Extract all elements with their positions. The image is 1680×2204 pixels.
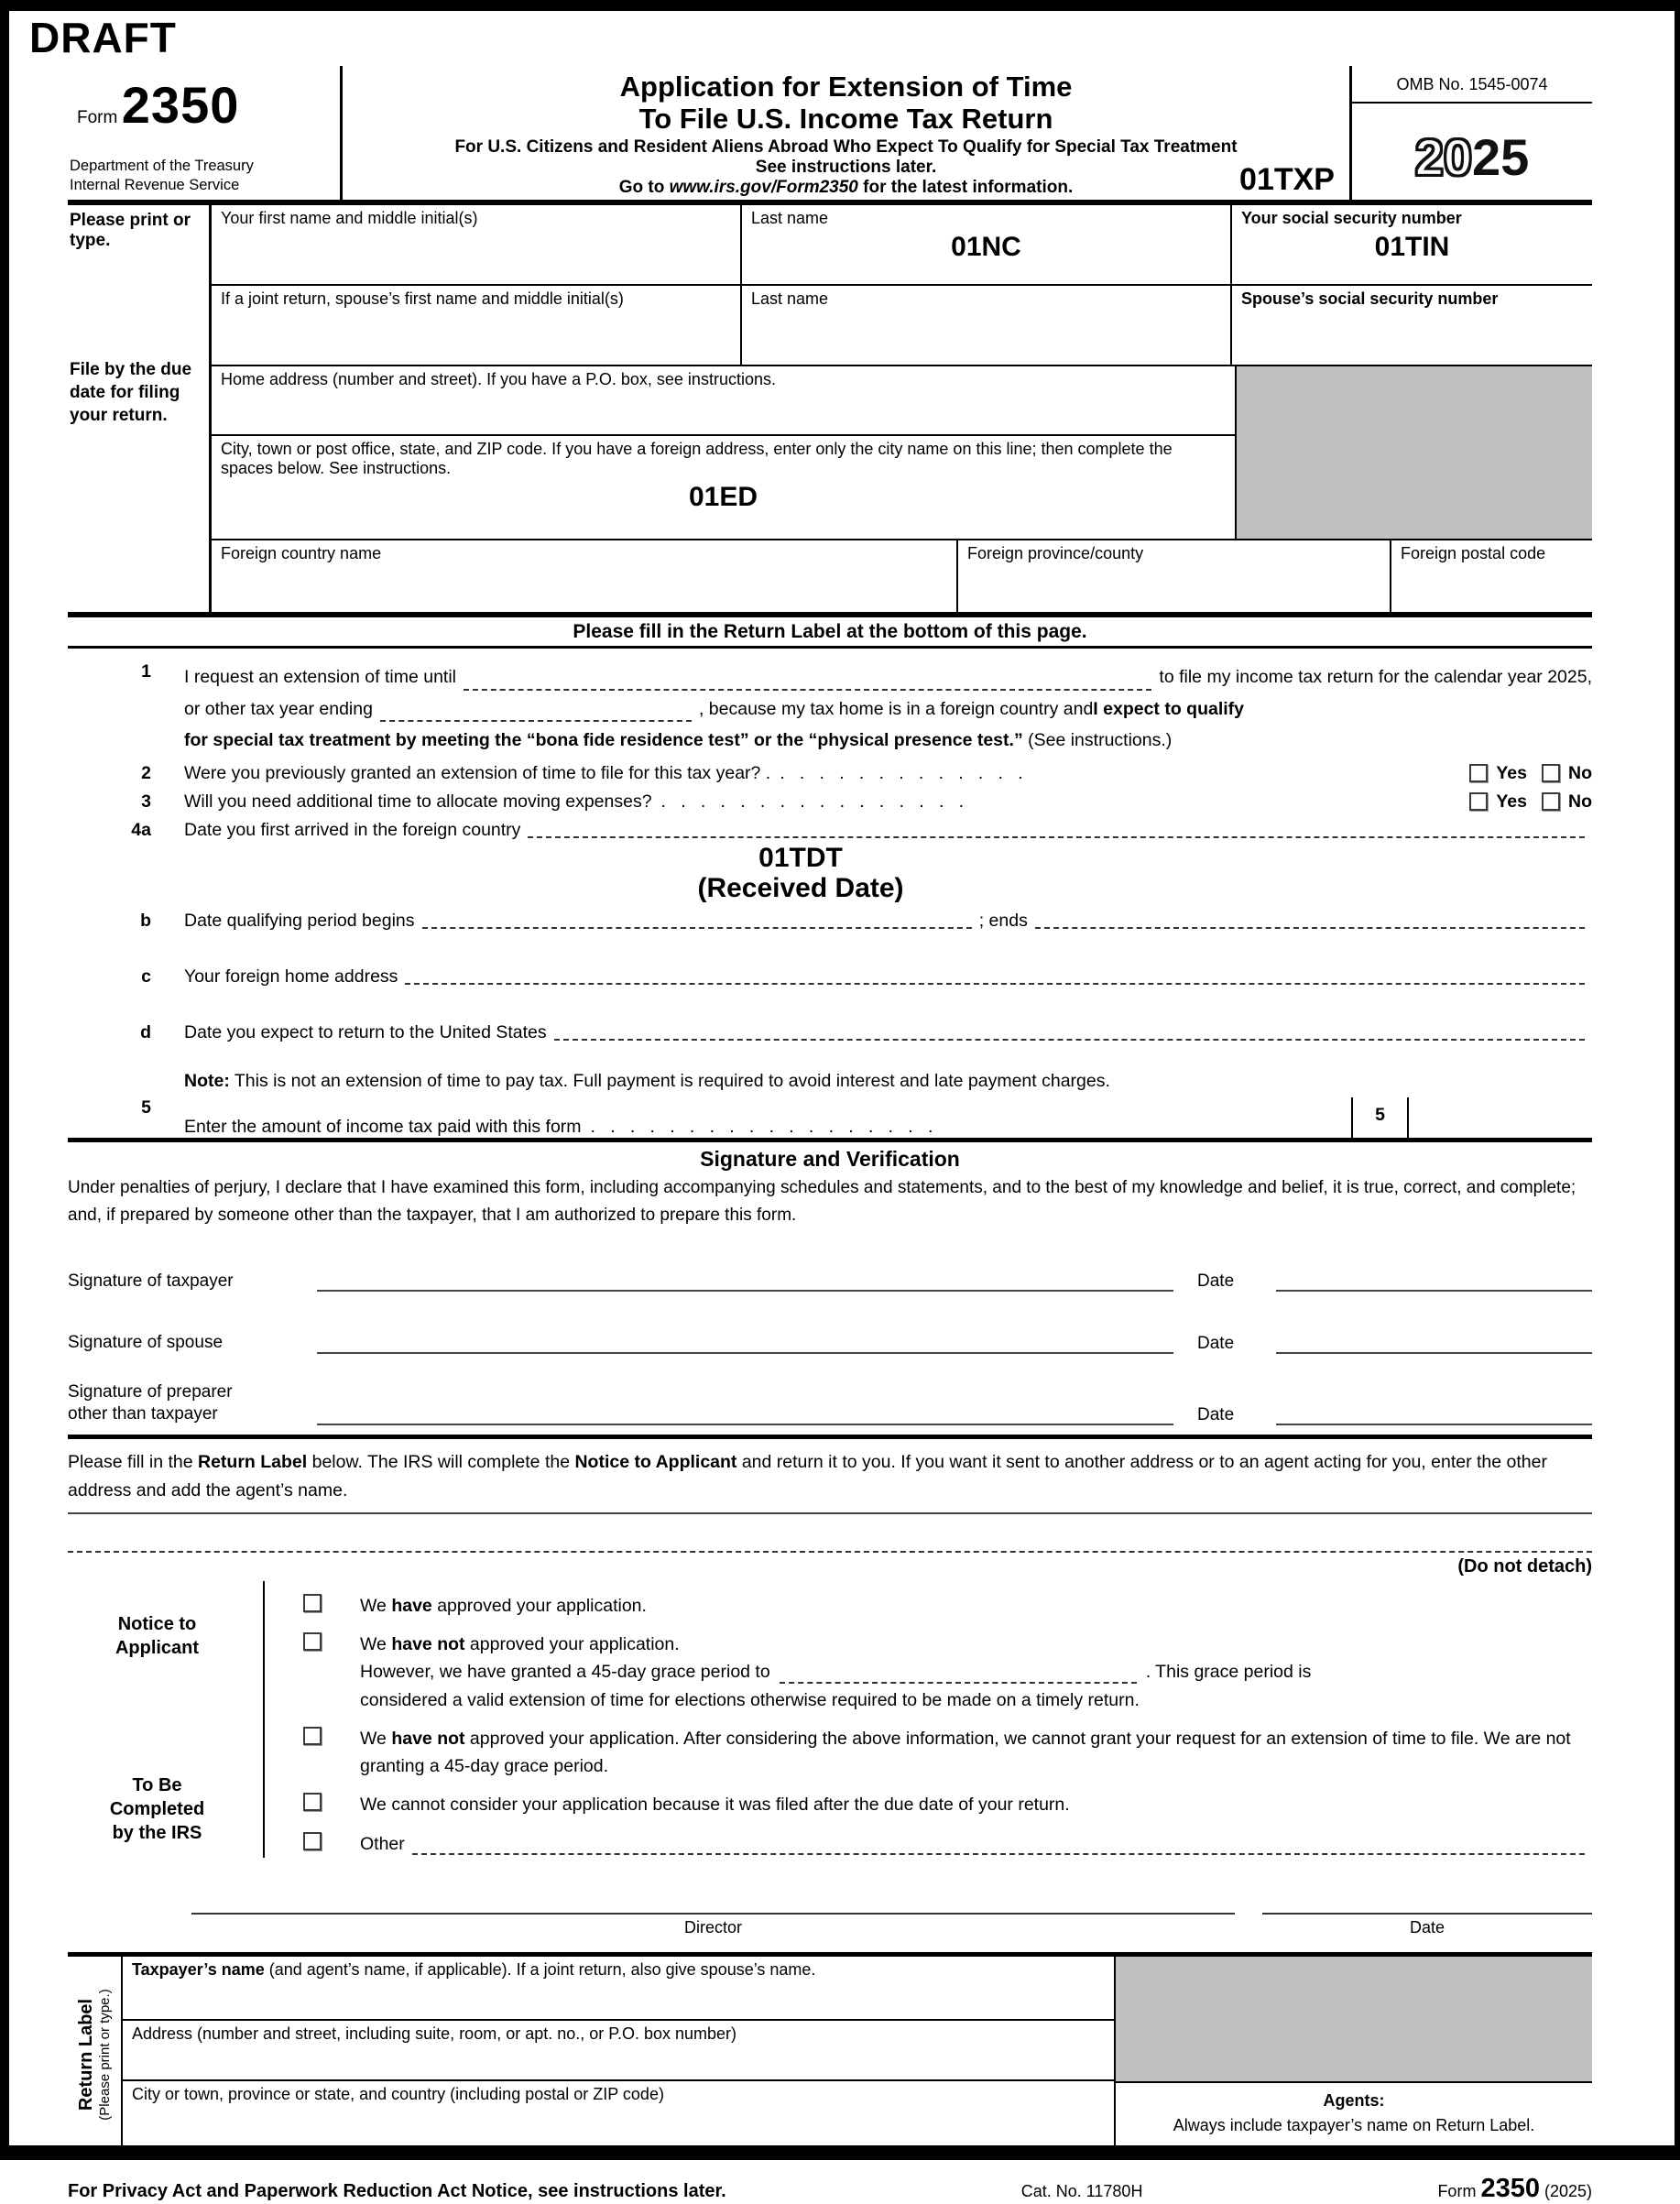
city-value: 01ED (688, 482, 758, 513)
identity-table (209, 205, 1592, 612)
section-divider-2 (68, 1435, 1592, 1439)
line-3-no-label: No (1568, 791, 1592, 812)
irs-url-text: www.irs.gov/Form2350 (669, 178, 858, 198)
spouse-first-name-field[interactable]: If a joint return, spouse’s first name and middle initial(s) (221, 289, 624, 309)
tax-year-solid: 25 (1472, 128, 1530, 186)
page-footer (68, 2174, 1592, 2204)
ssn-value: 01TIN (1374, 232, 1450, 263)
form-subtitle: For U.S. Citizens and Resident Aliens Abroad Who Expect To Qualify for Special Tax Treatment (454, 137, 1238, 158)
notice-option-other: Other (303, 1830, 1592, 1858)
home-address-field[interactable]: Home address (number and street). If you have a P.O. box, see instructions. (212, 366, 1235, 436)
last-name-value: 01NC (951, 232, 1021, 263)
spouse-signature-row (68, 1332, 1592, 1354)
taxpayer-signature-line[interactable] (317, 1290, 1173, 1292)
foreign-postal-field[interactable]: Foreign postal code (1390, 540, 1592, 612)
dept-irs: Internal Revenue Service (70, 176, 240, 193)
foreign-home-address-blank[interactable] (405, 983, 1585, 985)
line-5 (68, 1097, 1592, 1138)
line-3-dot-leaders: . . . . . . . . . . . . . . . . (660, 791, 965, 812)
rl-shaded-area (1116, 1957, 1592, 2081)
line-4b (68, 911, 1592, 932)
line-4b-ends-label: ; ends (978, 910, 1028, 931)
line-2-no-checkbox[interactable] (1542, 764, 1560, 782)
dept-treasury: Department of the Treasury (70, 158, 254, 175)
preparer-signature-label: Signature of preparer other than taxpayer (68, 1382, 233, 1424)
not-approved-grace-checkbox[interactable] (303, 1632, 322, 1651)
received-date-label: (Received Date) (697, 872, 904, 903)
goto-line: Go to www.irs.gov/Form2350 for the latest information. (618, 178, 1074, 198)
cannot-consider-checkbox[interactable] (303, 1793, 322, 1811)
taxpayer-signature-row (68, 1271, 1592, 1293)
other-reason-blank[interactable] (412, 1853, 1585, 1855)
extension-date-blank[interactable] (464, 689, 1151, 691)
privacy-act-notice: For Privacy Act and Paperwork Reduction Act Notice, see instructions later. (68, 2180, 726, 2201)
form-number-block (68, 66, 343, 200)
line-5-number: 5 (141, 1097, 151, 1118)
line-4c-text: Your foreign home address (184, 966, 398, 987)
ssn-field[interactable]: Your social security number 01TIN (1230, 205, 1592, 284)
form-number: 2350 (121, 76, 240, 134)
period-ends-blank[interactable] (1035, 927, 1585, 929)
line-3-question: Will you need additional time to allocate moving expenses? (184, 791, 652, 812)
rl-agents-note: Agents: Always include taxpayer’s name on Return Label. (1116, 2081, 1592, 2153)
line-3-no-checkbox[interactable] (1542, 792, 1560, 811)
rl-city-field[interactable]: City or town, province or state, and country (including postal or ZIP code) (132, 2084, 664, 2103)
tax-year-ending-blank[interactable] (380, 720, 692, 722)
draft-watermark: DRAFT (29, 14, 177, 61)
preparer-signature-row (68, 1381, 1592, 1425)
line-4c-letter: c (141, 966, 151, 987)
form-title-line2: To File U.S. Income Tax Return (638, 102, 1053, 135)
grace-period-blank[interactable] (780, 1682, 1137, 1684)
line-2-no-label: No (1568, 762, 1592, 783)
signature-heading: Signature and Verification (700, 1146, 960, 1171)
taxpayer-date-line[interactable] (1276, 1290, 1592, 1292)
line-4a (68, 820, 1592, 841)
foreign-country-field[interactable]: Foreign country name (221, 544, 382, 563)
spouse-date-label: Date (1197, 1334, 1235, 1354)
preparer-date-label: Date (1197, 1404, 1235, 1424)
form-header (68, 66, 1592, 205)
arrival-date-blank[interactable] (528, 836, 1585, 838)
line-1-number: 1 (141, 661, 151, 682)
received-date-code: 01TDT (758, 842, 843, 873)
director-date-line[interactable] (1262, 1891, 1592, 1915)
line-1-text-e: (See instructions.) (1022, 729, 1173, 750)
approved-checkbox[interactable] (303, 1594, 322, 1612)
identity-block (68, 205, 1592, 617)
line-2-question: Were you previously granted an extension of time to file for this tax year? . (184, 762, 771, 783)
line-4a-number: 4a (131, 819, 151, 840)
line-1-text-c: or other tax year ending (184, 698, 373, 719)
form-title-block (343, 66, 1352, 200)
rl-address-field[interactable]: Address (number and street, including suite, room, or apt. no., or P.O. box number) (123, 2021, 1114, 2081)
file-by-label: File by the due date for filing your return. (70, 360, 192, 425)
line-1-bold-d: I expect to qualify (1093, 698, 1244, 719)
taxpayer-signature-label: Signature of taxpayer (68, 1271, 234, 1291)
footer-form-id: Form 2350 (2025) (1437, 2173, 1592, 2203)
notice-label-line2: Applicant (115, 1637, 200, 1658)
first-name-field[interactable]: Your first name and middle initial(s) (221, 209, 478, 228)
do-not-detach-label: (Do not detach) (1457, 1555, 1592, 1577)
other-checkbox[interactable] (303, 1832, 322, 1850)
note-label: Note: (184, 1070, 230, 1091)
line-5-dot-leaders: . . . . . . . . . . . . . . . . . . (590, 1116, 933, 1137)
line-1-bold-e: for special tax treatment by meeting the “bona fide residence test” or the “physical presence test.” (184, 729, 1023, 750)
line-3-number: 3 (141, 791, 151, 812)
notice-option-late: We cannot consider your application because it was filed after the due date of your return. (303, 1791, 1592, 1818)
line-3 (68, 791, 1592, 813)
received-date-stamp (297, 843, 1304, 903)
return-label-table (68, 1952, 1592, 2157)
form-word: Form (77, 108, 118, 127)
irs-label-line3: by the IRS (112, 1822, 202, 1843)
line-2-yes-label: Yes (1496, 762, 1527, 783)
spouse-signature-line[interactable] (317, 1352, 1173, 1354)
line-4d (68, 1022, 1592, 1043)
line-3-yes-label: Yes (1496, 791, 1527, 812)
notice-option-approved: We have approved your application. (303, 1592, 1592, 1620)
preparer-signature-line[interactable] (317, 1424, 1173, 1425)
identity-side-labels (68, 205, 209, 612)
note-text: This is not an extension of time to pay tax. Full payment is required to avoid interest and late payment charges. (229, 1070, 1110, 1091)
line-1-text-b: to file my income tax return for the calendar year 2025, (1159, 667, 1592, 688)
notice-options (265, 1581, 1592, 1858)
omb-number: OMB No. 1545-0074 (1352, 66, 1592, 104)
line-2-dot-leaders: . . . . . . . . . . . . . (780, 762, 1023, 783)
notice-option-grace-period: We have not approved your application. However, we have granted a 45-day grace period to . This grace period is considered a valid extension of time for elections otherwise required to be made on a timely return. (303, 1631, 1592, 1714)
line-2 (68, 763, 1592, 784)
line-1 (68, 661, 1592, 755)
spouse-date-line[interactable] (1276, 1352, 1592, 1354)
form-lines (68, 649, 1592, 1137)
spouse-last-name-field[interactable]: Last name (740, 286, 1230, 365)
notice-label-line1: Notice to (117, 1613, 197, 1634)
note-line (68, 1071, 1592, 1092)
notice-option-denied: We have not approved your application. After considering the above information, we cannot grant your request for an extension of time to file. We are not granting a 45-day grace period. (303, 1725, 1592, 1780)
shaded-area (1235, 366, 1592, 539)
catalog-number: Cat. No. 11780H (1020, 2181, 1143, 2200)
line-4d-text: Date you expect to return to the United States (184, 1021, 547, 1042)
line-2-number: 2 (141, 762, 151, 783)
return-label-title: Return Label (76, 1998, 96, 2111)
line-4b-text: Date qualifying period begins (184, 910, 415, 931)
return-label-side (68, 1957, 121, 2153)
line-5-box-label: 5 (1351, 1097, 1409, 1138)
txp-code: 01TXP (1239, 162, 1335, 198)
rl-taxpayer-name-field[interactable]: Taxpayer’s name (and agent’s name, if applicable). If a joint return, also give spouse’s name. (123, 1957, 1114, 2021)
line-4c (68, 966, 1592, 987)
form-title-line1: Application for Extension of Time (619, 71, 1073, 103)
please-print-label: Please print or type. (70, 211, 191, 251)
spouse-ssn-field[interactable]: Spouse’s social security number (1230, 286, 1592, 365)
period-begins-blank[interactable] (422, 927, 972, 929)
line-1-text-a: I request an extension of time until (184, 667, 457, 688)
director-label: Director (683, 1917, 742, 1937)
foreign-province-field[interactable]: Foreign province/county (956, 540, 1390, 612)
tax-year (1352, 127, 1592, 187)
line-5-text: Enter the amount of income tax paid with this form (184, 1116, 582, 1137)
line-2-yes-checkbox[interactable] (1469, 764, 1488, 782)
return-label-subtitle: (Please print or type.) (97, 1989, 113, 2121)
last-name-field[interactable]: Last name 01NC (740, 205, 1230, 284)
line-4a-text: Date you first arrived in the foreign country (184, 819, 521, 840)
line-3-yes-checkbox[interactable] (1469, 792, 1488, 811)
see-instructions-note: See instructions later. (755, 158, 937, 178)
perjury-statement: Under penalties of perjury, I declare that I have examined this form, including accompanying schedules and statements, and to the best of my knowledge and belief, it is true, correct, and complete; and, if prepared by someone other than the taxpayer, that I am authorized to prepare this form. (68, 1177, 1576, 1226)
preparer-date-line[interactable] (1276, 1424, 1592, 1425)
city-field[interactable]: City, town or post office, state, and ZIP code. If you have a foreign address, enter only the city name on this line; then complete the spaces below. See instructions. 01ED (212, 436, 1235, 539)
irs-label-line1: To Be (132, 1774, 182, 1795)
line-1-text-d: , because my tax home is in a foreign country and (698, 698, 1094, 719)
line-4b-letter: b (140, 910, 151, 931)
return-date-blank[interactable] (554, 1039, 1585, 1041)
do-not-detach-row (68, 1551, 1592, 1577)
director-signature-row (68, 1891, 1592, 1937)
notice-side-labels (68, 1581, 265, 1858)
tax-year-outline: 20 (1414, 128, 1472, 186)
notice-to-applicant-section (68, 1581, 1592, 1858)
director-date-label: Date (1409, 1917, 1445, 1937)
return-label-instructions: Please fill in the Return Label below. The IRS will complete the Notice to Applicant and return it to you. If you want it sent to another address or to an agent acting for you, enter the other address and add the agent’s name. (68, 1448, 1592, 1514)
taxpayer-date-label: Date (1197, 1271, 1235, 1292)
director-signature-line[interactable] (191, 1891, 1235, 1915)
not-approved-checkbox[interactable] (303, 1727, 322, 1745)
return-label-banner: Please fill in the Return Label at the bottom of this page. (68, 617, 1592, 649)
line-4d-letter: d (140, 1021, 151, 1042)
omb-year-block (1352, 66, 1592, 200)
irs-label-line2: Completed (109, 1798, 205, 1819)
spouse-signature-label: Signature of spouse (68, 1333, 224, 1353)
